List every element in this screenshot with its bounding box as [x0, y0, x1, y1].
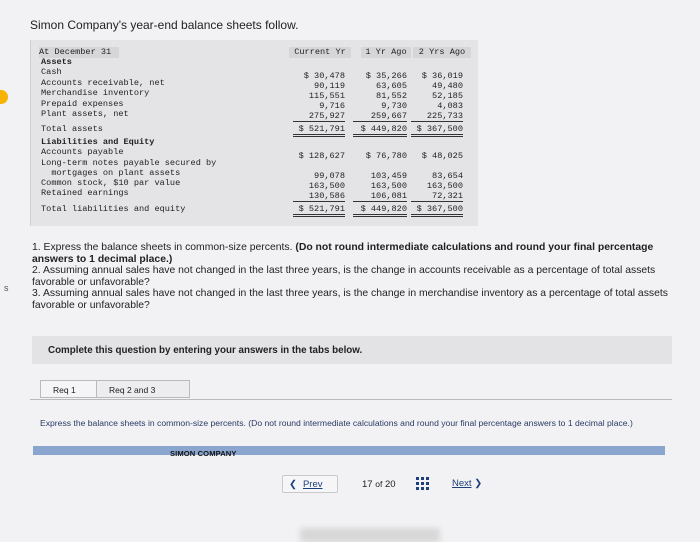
row-value: $ 521,791 — [293, 204, 345, 217]
row-value: 90,119 — [314, 81, 345, 91]
row-label: Plant assets, net — [41, 109, 129, 119]
chevron-left-icon: ❮ — [289, 479, 297, 490]
row-value: 52,185 — [432, 91, 463, 101]
row-label: Total assets — [41, 124, 103, 134]
liabilities-heading: Liabilities and Equity — [41, 137, 155, 147]
row-value: 225,733 — [411, 111, 463, 122]
next-label: Next — [452, 478, 472, 489]
row-label: Total liabilities and equity — [41, 204, 186, 214]
row-value: 81,552 — [376, 91, 407, 101]
side-letter: s — [4, 283, 9, 293]
row-value: 72,321 — [411, 191, 463, 202]
row-label: Merchandise inventory — [41, 88, 150, 98]
row-label: Cash — [41, 67, 62, 77]
row-value: $ 36,019 — [421, 71, 463, 81]
row-value: 130,586 — [293, 191, 345, 202]
row-value: $ 128,627 — [298, 151, 345, 161]
row-value: $ 449,820 — [353, 124, 407, 137]
row-value: 63,605 — [376, 81, 407, 91]
question-1 — [32, 242, 672, 265]
page-indicator — [362, 479, 396, 490]
tab-req-1[interactable]: Req 1 — [40, 380, 97, 398]
row-label: Prepaid expenses — [41, 99, 124, 109]
blurred-footer — [300, 528, 440, 542]
row-value: 259,667 — [353, 111, 407, 122]
page-total: 20 — [384, 479, 396, 490]
tab-bar — [40, 380, 670, 400]
row-value: $ 35,266 — [365, 71, 407, 81]
row-value: 99,078 — [314, 171, 345, 181]
chevron-right-icon: ❯ — [474, 478, 483, 489]
instruction-banner-text: Complete this question by entering your answers in the tabs below. — [48, 345, 363, 356]
answer-table-header-bar — [33, 446, 665, 455]
row-value: 163,500 — [426, 181, 463, 191]
question-1-note: (Do not round intermediate calculations and round your final percentage answers to 1 decimal place.) — [32, 242, 654, 265]
balance-sheet-image — [30, 40, 478, 226]
header-label: At December 31 — [39, 47, 119, 58]
tab-instruction: Express the balance sheets in common-size percents. (Do not round intermediate calculations and round your final percentage answers to 1 decimal place.) — [40, 418, 633, 428]
row-value: 9,716 — [319, 101, 345, 111]
page-of: of — [375, 479, 383, 489]
row-value: $ 521,791 — [293, 124, 345, 137]
company-name: SIMON COMPANY — [170, 449, 237, 458]
row-label: Retained earnings — [41, 188, 129, 198]
row-value: 106,081 — [353, 191, 407, 202]
next-button[interactable] — [452, 475, 506, 493]
row-label: Accounts receivable, net — [41, 78, 165, 88]
row-value: $ 48,025 — [421, 151, 463, 161]
row-value: $ 367,500 — [411, 204, 463, 217]
question-2: 2. Assuming annual sales have not changed in the last three years, is the change in accounts receivable as a percentage of total assets favorable or unfavorable? — [32, 265, 656, 288]
pagination — [282, 475, 512, 495]
question-1-text: 1. Express the balance sheets in common-size percents. — [32, 242, 296, 253]
grid-icon[interactable] — [416, 477, 429, 490]
row-value: 83,654 — [432, 171, 463, 181]
row-label: Common stock, $10 par value — [41, 178, 181, 188]
row-value: $ 76,780 — [365, 151, 407, 161]
page-current: 17 — [362, 479, 373, 490]
instruction-banner — [32, 336, 672, 364]
row-value: 103,459 — [370, 171, 407, 181]
header-1yr-ago: 1 Yr Ago — [361, 47, 411, 58]
question-3: 3. Assuming annual sales have not changed in the last three years, is the change in merchandise inventory as a percentage of total assets favorable or unfavorable? — [32, 288, 668, 311]
row-value: 163,500 — [370, 181, 407, 191]
row-value: 49,480 — [432, 81, 463, 91]
row-value: 275,927 — [293, 111, 345, 122]
row-label: Accounts payable — [41, 147, 124, 157]
row-label: mortgages on plant assets — [41, 168, 181, 178]
row-value: $ 30,478 — [303, 71, 345, 81]
prev-label: Prev — [302, 479, 323, 490]
row-value: 9,730 — [381, 101, 407, 111]
tab-req-2-and-3[interactable]: Req 2 and 3 — [96, 380, 190, 398]
intro-text: Simon Company's year-end balance sheets follow. — [30, 18, 299, 32]
question-list — [32, 242, 672, 311]
row-value: $ 367,500 — [411, 124, 463, 137]
prev-button[interactable] — [282, 475, 338, 493]
header-2yrs-ago: 2 Yrs Ago — [413, 47, 471, 58]
row-value: 115,551 — [308, 91, 345, 101]
side-marker — [0, 90, 8, 104]
row-value: 4,083 — [437, 101, 463, 111]
assets-heading: Assets — [41, 57, 72, 67]
row-label: Long-term notes payable secured by — [41, 158, 217, 168]
header-current-yr: Current Yr — [289, 47, 351, 58]
row-value: $ 449,820 — [353, 204, 407, 217]
row-value: 163,500 — [308, 181, 345, 191]
